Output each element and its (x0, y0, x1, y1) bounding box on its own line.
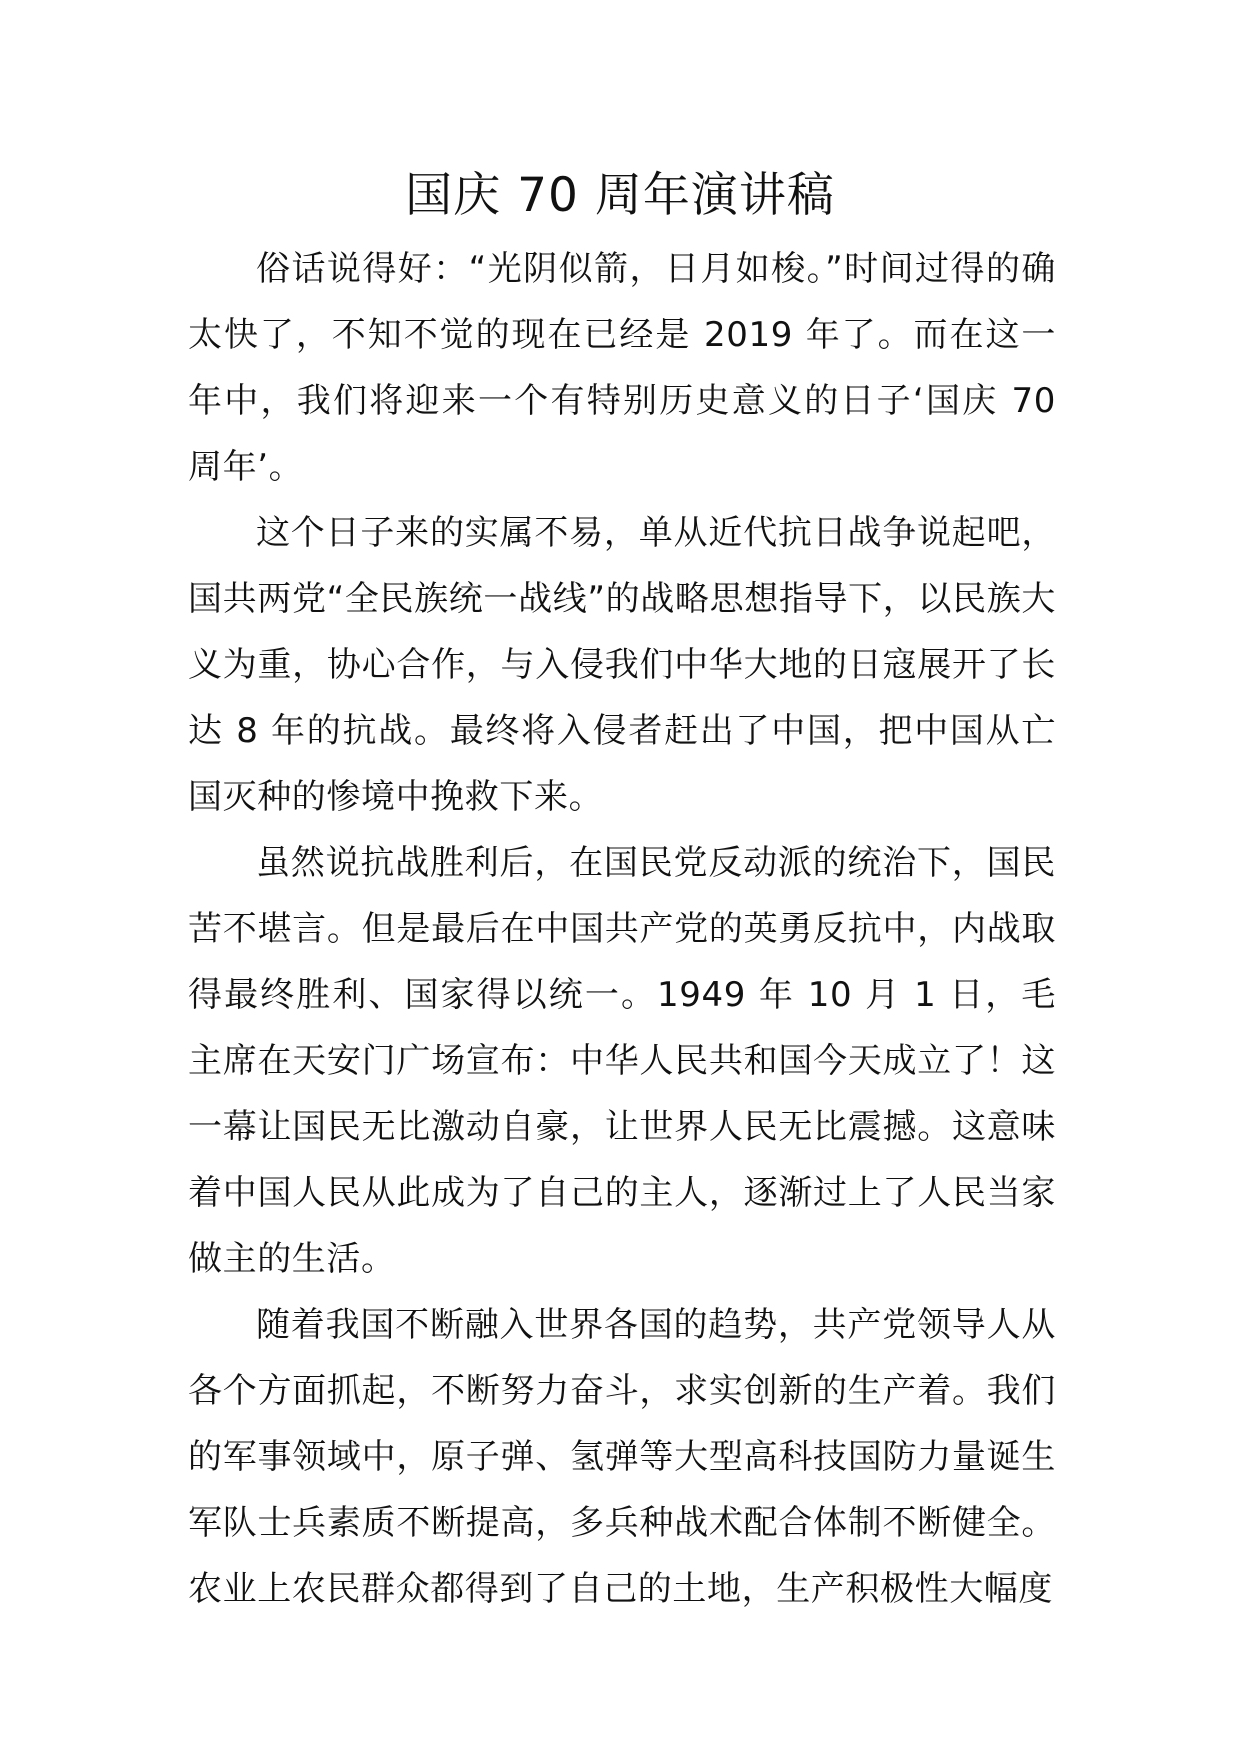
paragraph-4: 随着我国不断融入世界各国的趋势，共产党领导人从各个方面抓起，不断努力奋斗，求实创新的生产着。我们的军事领域中，原子弹、氢弹等大型高科技国防力量诞生军队士兵素质不断提高，多兵种战术配合体制不断健全。农业上农民群众都得到了自己的土地，生产积极性大幅度 (188, 1305, 1056, 1609)
paragraph-1: 俗话说得好：“光阴似箭，日月如梭。”时间过得的确太快了，不知不觉的现在已经是 2019 年了。而在这一年中，我们将迎来一个有特别历史意义的日子‘国庆 70 周年’。 (188, 249, 1056, 487)
document-title: 国庆 70 周年演讲稿 (405, 168, 835, 223)
paragraph-3: 虽然说抗战胜利后，在国民党反动派的统治下，国民苦不堪言。但是最后在中国共产党的英勇反抗中，内战取得最终胜利、国家得以统一。1949 年 10 月 1 日，毛主席在天安门广场宣布：中华人民共和国今天成立了！这一幕让国民无比激动自豪，让世界人民无比震撼。这意味着中国人民从此成为了自己的主人，逐渐过上了人民当家做主的生活。 (188, 843, 1056, 1279)
paragraph-2: 这个日子来的实属不易，单从近代抗日战争说起吧，国共两党“全民族统一战线”的战略思想指导下，以民族大义为重，协心合作，与入侵我们中华大地的日寇展开了长达 8 年的抗战。最终将入侵者赶出了中国，把中国从亡国灭种的惨境中挽救下来。 (188, 513, 1056, 817)
document-body (188, 236, 1056, 1622)
